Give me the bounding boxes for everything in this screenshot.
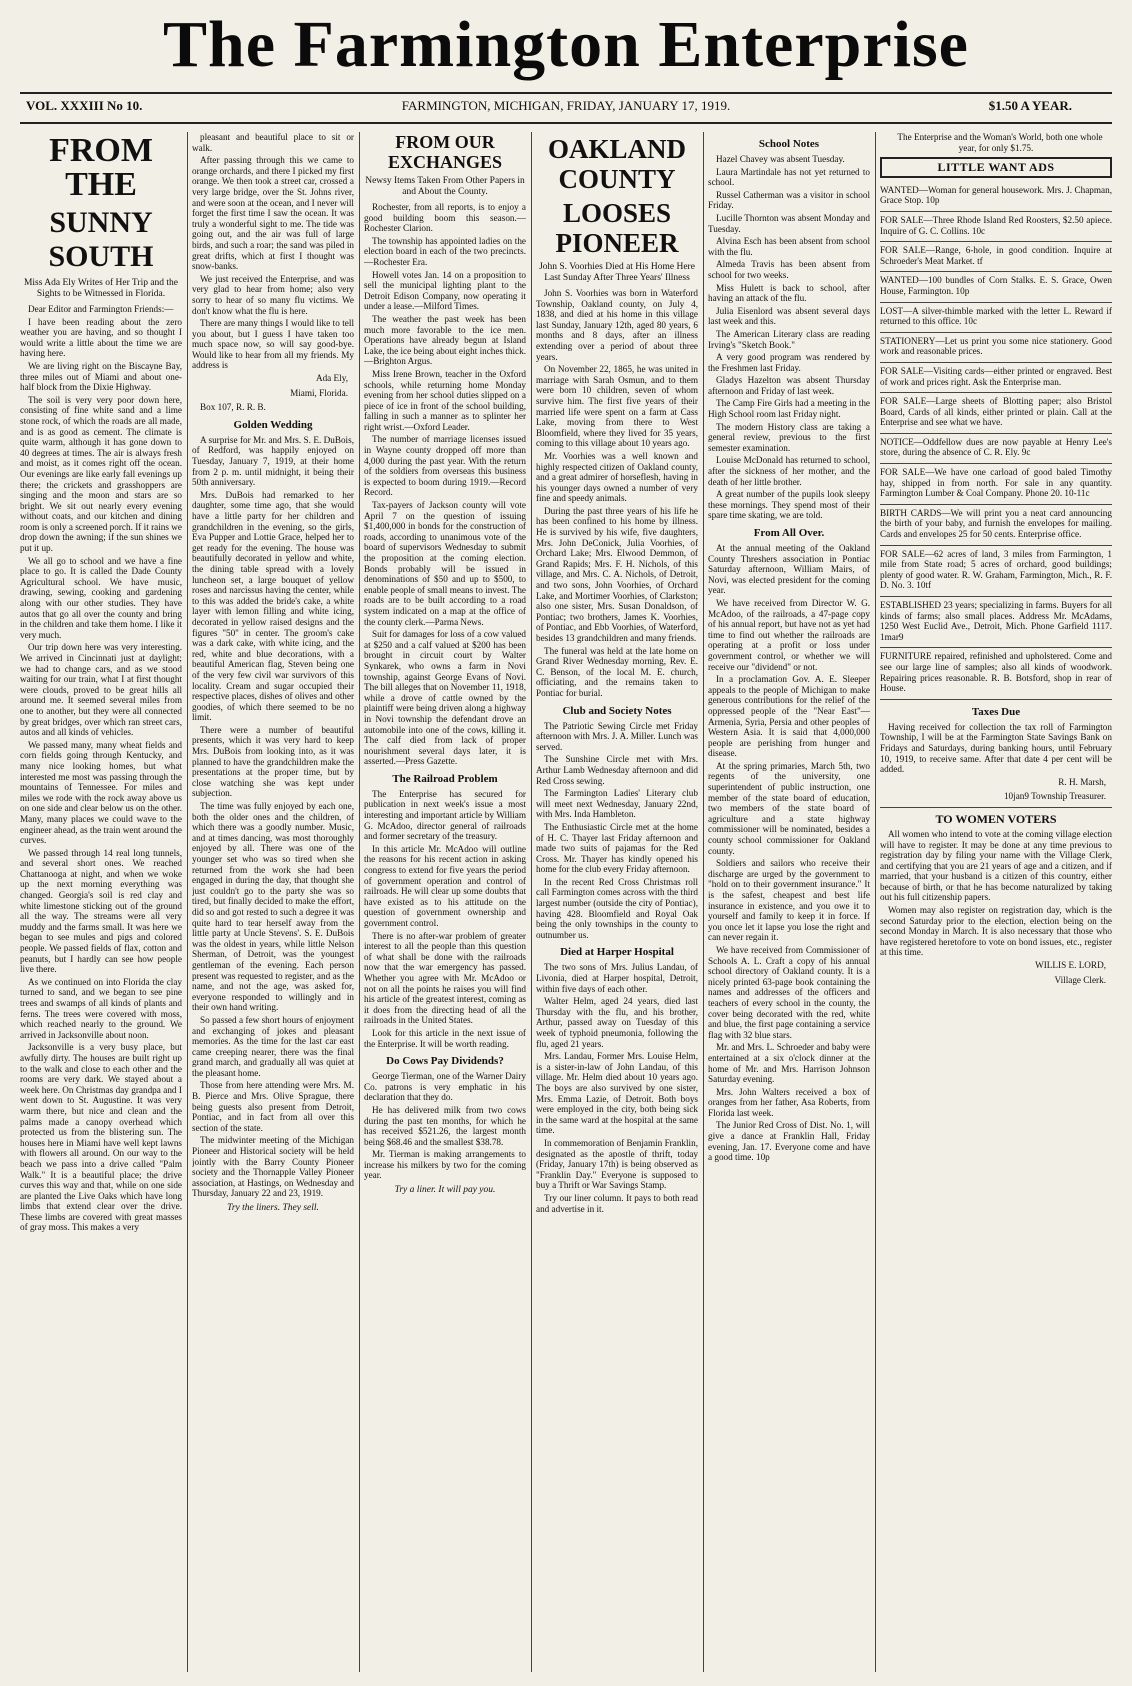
article-paragraph: After passing through this we came to orange orchards, and there I picked my first orange. We then took a street car, crossed a very large bridge, over the St. Johns river, and were soon at the ocean, and I never will forget the first time I saw the ocean. It was truly a wonderful sight to me. The tide was going out, and the air was full of large birds, and such a roar; the sand was piled in great drifts, which at first I thought was snow-banks. — [192, 155, 354, 272]
article-paragraph: Miss Irene Brown, teacher in the Oxford schools, while returning home Monday evening from her school duties slipped on a piece of ice in front of the school building, falling in such a manner as to splinter her right wrist.—Oxford Leader. — [364, 368, 526, 432]
article-paragraph: Mrs. Landau, Former Mrs. Louise Helm, is a sister-in-law of John Landau, of this village. Mr. Helm died about 10 years ago. The boys are also survived by one sister, Mrs. Emma Lazie, of Detroit. Both boys were employed in the city, both being sick in the same ward at the hospital at the same time. — [536, 1051, 698, 1136]
article-paragraph: Soldiers and sailors who receive their discharge are urged by the government to "hold on to their government insurance." It is the safest, cheapest and best life insurance in existence, and you owe it to yourself and family to keep it in force. If you once let it lapse you lose the right and can never regain it. — [708, 858, 870, 943]
want-ad-text: BIRTH CARDS—We will print you a neat card announcing the birth of your baby, and furnish the envelopes for mailing. Cards and envelopes 25 for 50 cents. Enterprise office. — [880, 507, 1112, 540]
article-paragraph: We all go to school and we have a fine place to go. It is called the Dade County Agricultural school. We have music, drawing, sewing, cooking and gardening along with our other studies. They have autos that go all over the county and bring in the children and take them home. I like it very much. — [20, 555, 182, 640]
want-ad-text: STATIONERY—Let us print you some nice stationery. Good work and reasonable prices. — [880, 335, 1112, 357]
article-paragraph: Rochester, from all reports, is to enjoy a good building boom this season.—Rochester Clarion. — [364, 202, 526, 234]
article-paragraph: Look for this article in the next issue of the Enterprise. It will be worth reading. — [364, 1027, 526, 1049]
article-paragraph: Howell votes Jan. 14 on a proposition to sell the municipal lighting plant to the Detroit Edison Company, now operating it under a lease.—Milford Times. — [364, 269, 526, 312]
article-paragraph: Julia Eisenlord was absent several days last week and this. — [708, 305, 870, 327]
headline-cows-dividends: Do Cows Pay Dividends? — [386, 1055, 504, 1068]
article-paragraph: The Sunshine Circle met with Mrs. Arthur Lamb Wednesday afternoon and did Red Cross sewing. — [536, 754, 698, 786]
headline-railroad-problem: The Railroad Problem — [392, 772, 498, 785]
article-paragraph: At the spring primaries, March 5th, two regents of the university, one superintendent of public instruction, one member of the state board of education, two members of the state board of agriculture and a state highway commissioner will be nominated, besides a county school commissioner for Oakland county. — [708, 760, 870, 856]
article-paragraph: John S. Voorhies was born in Waterford Township, Oakland county, on July 4, 1838, and died at his home in this village last Sunday, January 12th, aged 80 years, 6 months and 8 days, after an illness extending over a period of about three years. — [536, 288, 698, 362]
article-paragraph: The Patriotic Sewing Circle met Friday afternoon with Mrs. J. A. Miller. Lunch was served. — [536, 720, 698, 752]
headline-sunny-south: SUNNY SOUTH — [48, 206, 154, 273]
article-paragraph: In the recent Red Cross Christmas roll call Farmington comes across with the third largest number (outside the city of Pontiac), having 428. Bloomfield and Royal Oak being the only townships in the county to outnumber us. — [536, 876, 698, 940]
article-paragraph: Those from here attending were Mrs. M. B. Pierce and Mrs. Olive Sprague, there being guests also present from Detroit, Pontiac, and in fact from all over this section of the state. — [192, 1080, 354, 1133]
column-divider — [359, 132, 360, 1672]
want-ad — [880, 393, 1112, 434]
article-paragraph: We are living right on the Biscayne Bay, three miles out of Miami and about one-half block from the Dixie Highway. — [20, 360, 182, 393]
headline-club-society-notes: Club and Society Notes — [562, 704, 672, 717]
article-paragraph: Mr. Tierman is making arrangements to increase his milkers by two for the coming year. — [364, 1149, 526, 1181]
headline-from-our-exchanges: FROM OUR EXCHANGES — [387, 132, 503, 172]
want-ad-text: ESTABLISHED 23 years; specializing in farms. Buyers for all kinds of farms; also small places. Address Mr. McAdams, 1250 West Euclid Ave., Detroit, Mich. Phone Garfield 1117. 1mar9 — [880, 600, 1112, 642]
column-want-ads — [880, 132, 1112, 1672]
want-ad — [880, 648, 1112, 699]
column-oakland-pioneer — [536, 132, 698, 1672]
article-paragraph: During the past three years of his life he has been confined to his home by illness. He is survived by his wife, five daughters, Mrs. John DeConick, Julia Voorhies, of Orchard Lake; Mrs. Elwood Demmon, of Grand Rapids; Mrs. F. H. Nichols, of this village, and Mrs. C. A. Nichols, of Detroit, and two sons, John Voorhies, of Orchard Lake, and Mortimer Voorhies, of Clarkston; also one sister, Mrs. Susan Donaldson, of Pontiac; two brothers, James K. Voorhies, of Pontiac, and Ebb Voorhies, of Waterford, besides 13 grandchildren and many friends. — [536, 505, 698, 643]
article-paragraph: The soil is very very poor down here, consisting of fine white sand and a lime stone rock, of which the roads are all made, and is as good as cement. The climate is quite warm, although it has gone down to 40 degrees at times. The air is always fresh and moist, as it comes right off the ocean. Our evenings are like early fall evenings up there; the crickets and grasshoppers are singing and the moon and stars are so bright. We sit out nearly every evening without coats, and our kitchen and dining room is only a screened porch. If it rains we drop down the awning; if the sun shines we put it up. — [20, 394, 182, 554]
article-paragraph: Dear Editor and Farmington Friends:— — [28, 304, 174, 314]
column-divider — [187, 132, 188, 1672]
article-paragraph: So passed a few short hours of enjoyment and exchanging of jokes and pleasant memories. As the time for the last car east came creeping nearer, there was the final grand march, and gradually all was quiet at the pleasant home. — [192, 1014, 354, 1078]
column-school-notes — [708, 132, 870, 1672]
article-paragraph: Alvina Esch has been absent from school with the flu. — [708, 236, 870, 257]
article-paragraph: The weather the past week has been much more favorable to the ice men. Operations have already begun at Island Lake, the ice being about eight inches thick.—Brighton Argus. — [364, 313, 526, 367]
dateline-rule — [20, 122, 1112, 124]
want-ad-text: FOR SALE—Three Rhode Island Red Roosters, $2.50 apiece. Inquire of G. C. Collins. 10c — [880, 214, 1112, 236]
article-paragraph: The Camp Fire Girls had a meeting in the High School room last Friday night. — [708, 398, 870, 420]
article-paragraph: The Enterprise has secured for publication in next week's issue a most interesting and important article by William G. McAdoo, director general of railroads and former secretary of the treasury. — [364, 788, 526, 842]
want-ad — [880, 333, 1112, 363]
subscription-price: $1.50 A YEAR. — [988, 98, 1072, 113]
article-paragraph: A surprise for Mr. and Mrs. S. E. DuBois, of Redford, was happily enjoyed on Tuesday, January 7, 1919, at their home from 2 p. m. until midnight, it being their 50th anniversary. — [192, 434, 354, 488]
article-paragraph: The Junior Red Cross of Dist. No. 1, will give a dance at Franklin Hall, Friday evening, Jan. 17. Everyone come and have a good time. 10p — [708, 1120, 870, 1163]
headline-from-all-over: From All Over. — [753, 527, 825, 539]
want-ad — [880, 434, 1112, 464]
article-paragraph: There are many things I would like to tell you about, but I guess I have taken too much space now, so will say good-bye. Would like to hear from all my friends. My address is — [192, 318, 354, 371]
article-paragraph: The number of marriage licenses issued in Wayne county dropped off more than 4,000 during the past year. With the return of the soldiers from overseas this business is expected to boom during 1919.—Record Record. — [364, 434, 526, 498]
want-ad — [880, 272, 1112, 302]
headline-oakland-county: OAKLAND COUNTY — [547, 134, 686, 194]
article-paragraph: I have been reading about the zero weather you are having, and so thought I would write a little about the time we are having here. — [20, 316, 182, 359]
subheadline: John S. Voorhies Died at His Home Here Last Sunday After Three Years' Illness — [539, 262, 695, 283]
column-exchanges — [364, 132, 526, 1672]
article-paragraph: Gladys Hazelton was absent Thursday afternoon and Friday of last week. — [708, 375, 870, 396]
article-paragraph: The two sons of Mrs. Julius Landau, of Livonia, died at Harper hospital, Detroit, within five days of each other. — [536, 962, 698, 994]
article-paragraph: A great number of the pupils look sleepy these mornings. They spend most of their spare time skating, we are told. — [708, 489, 870, 521]
want-ad — [880, 212, 1112, 242]
headline-school-notes: School Notes — [758, 138, 820, 150]
volume-number: VOL. XXXIII No 10. — [26, 98, 143, 113]
article-paragraph: Mr. and Mrs. L. Schroeder and baby were entertained at a six o'clock dinner at the home of Mr. and Mrs. Harrison Johnson Saturday evening. — [708, 1042, 870, 1085]
article-paragraph: pleasant and beautiful place to sit or walk. — [192, 132, 354, 153]
column-divider — [531, 132, 532, 1672]
want-ad-text: FOR SALE—Large sheets of Blotting paper; also Bristol Board, Cards of all kinds, either printed or plain. Call at the Enterprise and see what we have. — [880, 396, 1112, 428]
signature-place: Miami, Florida. — [290, 387, 348, 398]
publication-date: FARMINGTON, MICHIGAN, FRIDAY, JANUARY 17, 1919. — [401, 98, 731, 113]
headline-women-voters: TO WOMEN VOTERS — [880, 807, 1112, 826]
want-ad-text: WANTED—Woman for general housework. Mrs. J. Chapman, Grace Stop. 10p — [880, 184, 1112, 206]
want-ad — [880, 303, 1112, 333]
masthead — [0, 0, 1132, 90]
headline-harper-hospital: Died at Harper Hospital — [560, 946, 674, 959]
subheadline: Miss Ada Ely Writes of Her Trip and the Sights to be Witnessed in Florida. — [23, 278, 179, 299]
article-paragraph: The Farmington Ladies' Literary club will meet next Wednesday, January 22nd, with Mrs. Inda Hambleton. — [536, 788, 698, 820]
column-divider — [703, 132, 704, 1672]
article-paragraph: In commemoration of Benjamin Franklin, designated as the apostle of thrift, today (Friday, January 17th) is being observed as "Franklin Day." Everyone is supposed to buy a Thrift or War Savings Stamp. — [536, 1137, 698, 1191]
want-ad-text: FOR SALE—We have one carload of good baled Timothy hay, shipped in from north. For sale in any quantity. Farmington Lumber & Coal Company. Phone 20. 10-11c — [880, 467, 1112, 499]
article-paragraph: Suit for damages for loss of a cow valued at $250 and a calf valued at $200 has been brought in circuit court by Walter Synkarek, who owns a farm in Novi township, against George Evans of Novi. The bill alleges that on November 11, 1918, while a drove of cattle owned by the plaintiff were being driven along a highway in Novi township the defendant drove an automobile into one of the cows, killing it. The calf died from lack of proper nourishment several days later, it is asserted.—Press Gazette. — [364, 629, 526, 767]
article-paragraph: He has delivered milk from two cows during the past ten months, for which he has received $521.26, the largest month being $68.46 and the smallest $38.78. — [364, 1104, 526, 1147]
signature-title: Village Clerk. — [1054, 974, 1106, 985]
want-ad — [880, 363, 1112, 393]
want-ad — [880, 464, 1112, 505]
headline-looses-pioneer: LOOSES PIONEER — [555, 198, 679, 258]
article-paragraph: Women may also register on registration day, which is the second Saturday prior to the election, election being on the second Monday in March. It is also necessary that those who have registered heretofore to vote on bond issues, etc., register at this time. — [880, 905, 1112, 958]
want-ad-text: WANTED—100 bundles of Corn Stalks. E. S. Grace, Owen House, Farmington. 10p — [880, 275, 1112, 296]
want-ads-banner: LITTLE WANT ADS — [880, 157, 1112, 178]
article-paragraph: There were a number of beautiful presents, which it was very hard to keep Mrs. DuBois from looking into, as it was planned to have the grandchildren make the presentations at the proper time, but by close watching she was kept under subjection. — [192, 724, 354, 799]
signature-name: Ada Ely, — [315, 373, 348, 384]
article-paragraph: George Tierman, one of the Warner Dairy Co. patrons is very emphatic in his declaration that they do. — [364, 1071, 526, 1103]
want-ad-text: FOR SALE—Range, 6-hole, in good condition. Inquire at Schroeder's Meat Market. tf — [880, 245, 1112, 266]
article-paragraph: Lucille Thornton was absent Monday and Tuesday. — [708, 212, 870, 234]
signature-name: WILLIS E. LORD, — [1035, 960, 1106, 971]
signature-title: 10jan9 Township Treasurer. — [1003, 791, 1106, 802]
article-paragraph: At the annual meeting of the Oakland County Threshers association in Pontiac Saturday afternoon, William Mairs, of Novi, was elected president for the coming year. — [708, 543, 870, 596]
article-paragraph: Walter Helm, aged 24 years, died last Thursday with the flu, and his brother, Arthur, passed away on Tuesday of this week of typhoid pneumonia, following the flu, aged 21 years. — [536, 996, 698, 1049]
article-paragraph: There is no after-war problem of greater interest to all the people than this question of what shall be done with the railroads now that the war emergency has passed. Whether you agree with Mr. McAdoo or not on all the points he raises you will find his article of the greatest interest, coming as it does from the directing head of all the railroads in the United States. — [364, 930, 526, 1026]
article-paragraph: Our trip down here was very interesting. We arrived in Cincinnati just at daylight; we had to change cars, and as we stood waiting for our train, what I at first thought were clouds, proved to be great hills all around me. It seemed several miles from one to another, but they were all connected by great bridges, over which ran street cars, autos and all kinds of vehicles. — [20, 642, 182, 738]
want-ad — [880, 242, 1112, 272]
article-paragraph: Miss Hulett is back to school, after having an attack of the flu. — [708, 282, 870, 304]
article-paragraph: All women who intend to vote at the coming village election will have to register. It may be done at any time previous to registration day by filing your name with the Village Clerk, and certifying that you are 21 years of age and a citizen, and if married, that your husband is a citizen of this country, either because of birth, or that he has become naturalized by taking out his full citizenship papers. — [880, 828, 1112, 903]
article-paragraph: Mrs. DuBois had remarked to her daughter, some time ago, that she would have a little party for her children and grandchildren in the evening, so the girls, Eva Pupper and Lottie Grace, helped her to get ready for the evening. The house was beautifully decorated in yellow and white, the dining table spread with a lovely luncheon set, a large bouquet of yellow roses and narcissus having the center, while to this was added the bride's cake, a white layer with lemon filling and white icing, decorated in yellow raised designs and the figures "50" in center. The groom's cake was a dark cake, with white icing, and the red, white and blue decorations, with a beautiful American flag, Steven being one of the very few civil war survivors of this locality. Cream and sugar occupied their respective places, dishes of olives and other goodies, of which there seemed to be no limit. — [192, 489, 354, 723]
headline-taxes-due: Taxes Due — [971, 705, 1021, 718]
column-golden-wedding — [192, 132, 354, 1672]
article-paragraph: The township has appointed ladies on the election board in each of the two precincts.—Rochester Era. — [364, 235, 526, 267]
article-paragraph: The American Literary class are reading Irving's "Sketch Book." — [708, 328, 870, 350]
address-line: Box 107, R. R. B. — [200, 402, 266, 413]
column-divider — [875, 132, 876, 1672]
article-paragraph: In this article Mr. McAdoo will outline the reasons for his recent action in asking congress to extend for five years the period of government operation and control of railroads. He will clear up some doubts that have existed as to his attitude on the question of government ownership and government control. — [364, 843, 526, 928]
article-paragraph: Jacksonville is a very busy place, but awfully dirty. The houses are built right up to the walk and close to each other and the rooms are very dark. We stayed about a week here. On Christmas day grandpa and I went down to St. Augustine. It was very warm there, but nice and clean and the palms made a canopy overhead which protected us from the blistering sun. The houses here in Miami have well kept lawns with flowers all around. On our way to the beach we pass into a drive called "Palm Walk." It is a beautiful place; the drive curves this way and that, while on one side are planted the Live Oaks which have long limbs that extend clear over the drive. These limbs are covered with great masses of gray moss. This makes a very — [20, 1042, 182, 1233]
article-paragraph: The time was fully enjoyed by each one, both the older ones and the children, of which there was a goodly number. Music, and at times dancing, was most thoroughly enjoyed by all. There was one of the younger set who was so tired when she returned from the work she had been engaged in during the day, that thought she just couldn't go to the party she was so tired, but finally decided to make the effort, did so and got rested to such a degree it was quite hard to tear herself away from the little party at Uncle Stevens'. S. E. DuBois was the oldest in years, while little Nelson Sherman, of Detroit, was the youngest gentleman of the evening. Each person present was requested to register, and as the name, and not the age, was asked for, everyone responded to willingly and in their own hand writing. — [192, 801, 354, 1013]
article-paragraph: Laura Martindale has not yet returned to school. — [708, 166, 870, 188]
want-ad-text: FURNITURE repaired, refinished and upholstered. Come and see our large line of samples; also all kinds of woodwork. Repairing prices reasonable. R. B. Botsford, shop in rear of House. — [880, 651, 1112, 694]
article-paragraph: Mrs. John Walters received a box of oranges from her father, Asa Roberts, from Florida last week. — [708, 1086, 870, 1118]
article-paragraph: The funeral was held at the late home on Grand River Wednesday morning, Rev. E. C. Benson, of the local M. E. church, officiating, and the remains taken to Pontiac for burial. — [536, 645, 698, 698]
article-paragraph: Louise McDonald has returned to school, after the sickness of her mother, and the death of her little brother. — [708, 455, 870, 487]
article-paragraph: Try our liner column. It pays to both read and advertise in it. — [536, 1192, 698, 1214]
article-paragraph: In a proclamation Gov. A. E. Sleeper appeals to the people of Michigan to make generous contributions for the relief of the oppressed people of the "Near East"—Armenia, Syria, Persia and other peoples of Western Asia. It is said that 4,000,000 people are perishing from hunger and disease. — [708, 674, 870, 759]
signature-name: R. H. Marsh, — [1058, 776, 1106, 787]
article-paragraph: We have received from Commissioner of Schools A. L. Craft a copy of his annual school directory of Oakland county. It is a nicely printed 63-page book containing the names and addresses of the officers and teachers of every school in the county, the cover being decorated with the red, white and blue, the first page containing a service flag with 32 blue stars. — [708, 944, 870, 1040]
article-paragraph: As we continued on into Florida the clay turned to sand, and we began to see pine trees and swamps of all kinds of plants and ferns. The trees were covered with moss, which reached nearly to the ground. We arrived in Jacksonville about noon. — [20, 976, 182, 1040]
article-paragraph: Tax-payers of Jackson county will vote April 7 on the question of issuing $1,400,000 in bonds for the construction of roads, according to unanimous vote of the board of supervisors Wednesday to submit the proposition at the coming election. Bonds probably will be issued in denominations of $50 and up to $500, to enable people of small means to invest. The roads are to be built according to a road system indicated on a map at the office of the county clerk.—Parma News. — [364, 500, 526, 627]
want-ad-text: LOST—A silver-thimble marked with the letter L. Reward if returned to this office. 10c — [880, 305, 1112, 327]
want-ad — [880, 597, 1112, 648]
newspaper-title: The Farmington Enterprise — [163, 8, 969, 81]
filler-slogan: Try the liners. They sell. — [227, 1203, 319, 1213]
subheadline: Newsy Items Taken From Other Papers in and About the County. — [365, 176, 525, 197]
column-sunny-south — [20, 132, 182, 1672]
headline-from-the: FROM THE — [49, 132, 153, 203]
filler-slogan: Try a liner. It will pay you. — [394, 1185, 496, 1196]
want-ad-text: FOR SALE—62 acres of land, 3 miles from Farmington, 1 mile from State road; 5 acres of orchard, good buildings; plenty of good water. R. W. Graham, Farmington, Mich., R. F. D. No. 3. 10tf — [880, 548, 1112, 591]
article-paragraph: We passed many, many wheat fields and corn fields going through Kentucky, and many nice looking homes, but what interested me most was passing through the mountains of Tennessee. For miles and miles we rode with the rock away above us on one side and clear below us on the other. Many, many places we could wave to the engineer ahead, as the train went around the curves. — [20, 739, 182, 846]
headline-golden-wedding: Golden Wedding — [233, 418, 313, 431]
article-paragraph: A very good program was rendered by the Freshmen last Friday. — [708, 352, 870, 373]
article-paragraph: Almeda Travis has been absent from school for two weeks. — [708, 259, 870, 280]
article-paragraph: Russel Catherman was a visitor in school Friday. — [708, 189, 870, 211]
article-paragraph: The midwinter meeting of the Michigan Pioneer and Historical society will be held jointly with the Barry County Pioneer society and the Thornapple Valley Pioneer association, at Hastings, on Wednesday and Thursday, January 22 and 23, 1919. — [192, 1135, 354, 1199]
article-paragraph: We have received from Director W. G. McAdoo, of the railroads, a 47-page copy of his annual report, but have not as yet had time to find out whether the railroads are operating at a profit or loss under government control, or whether we will receive our "dividend" or not. — [708, 597, 870, 672]
article-paragraph: We passed through 14 real long tunnels, and several short ones. We reached Chattanooga at night, and when we woke up the next morning everything was changed. Georgia's soil is red clay and white limestone sticking out of the ground all the way. The streams were all very muddy and the farms small. It was here we began to see mules and pigs and colored people. We passed fields of flax, cotton and peanuts, but I hardly can see how people live there. — [20, 847, 182, 975]
article-paragraph: We just received the Enterprise, and was very glad to hear from home; also very sorry to hear of so many flu victims. We don't know what the flu is here. — [192, 273, 354, 316]
article-paragraph: Hazel Chavey was absent Tuesday. — [716, 154, 845, 164]
want-ad — [880, 546, 1112, 597]
article-paragraph: On November 22, 1865, he was united in marriage with Sarah Osmun, and to them were born 10 children, seven of whom survive him. The first five years of their married life were spent on a farm at Cass Lake, moving from there to West Bloomfield, where they lived for 35 years, coming to this village about 10 years ago. — [536, 364, 698, 449]
article-paragraph: The Enthusiastic Circle met at the home of H. C. Thayer last Friday afternoon and made two suits of pajamas for the Red Cross. Mr. Thayer has kindly opened his home for the club every Friday afternoon. — [536, 821, 698, 875]
article-paragraph: Having received for collection the tax roll of Farmington Township, I will be at the Farmington State Savings Bank on Fridays and Saturdays, during banking hours, until February 10, 1919, to receive same. After that date 4 per cent will be added. — [880, 721, 1112, 775]
article-paragraph: The modern History class are taking a general review, previous to the first semester examination. — [708, 421, 870, 453]
want-ad-text: NOTICE—Oddfellow dues are now payable at Henry Lee's store, during the absence of C. R. Ely. 9c — [880, 436, 1112, 458]
dateline — [0, 96, 1132, 118]
want-ad — [880, 182, 1112, 212]
masthead-rule — [20, 92, 1112, 94]
subscription-offer: The Enterprise and the Woman's World, both one whole year, for only $1.75. — [897, 132, 1103, 153]
want-ad — [880, 505, 1112, 546]
want-ad-text: FOR SALE—Visiting cards—either printed or engraved. Best of work and prices right. Ask the Enterprise man. — [880, 365, 1112, 387]
article-paragraph: Mr. Voorhies was a well known and highly respected citizen of Oakland county, and a great admirer of horseflesh, having in his younger days owned a number of very fine and speedy animals. — [536, 450, 698, 504]
